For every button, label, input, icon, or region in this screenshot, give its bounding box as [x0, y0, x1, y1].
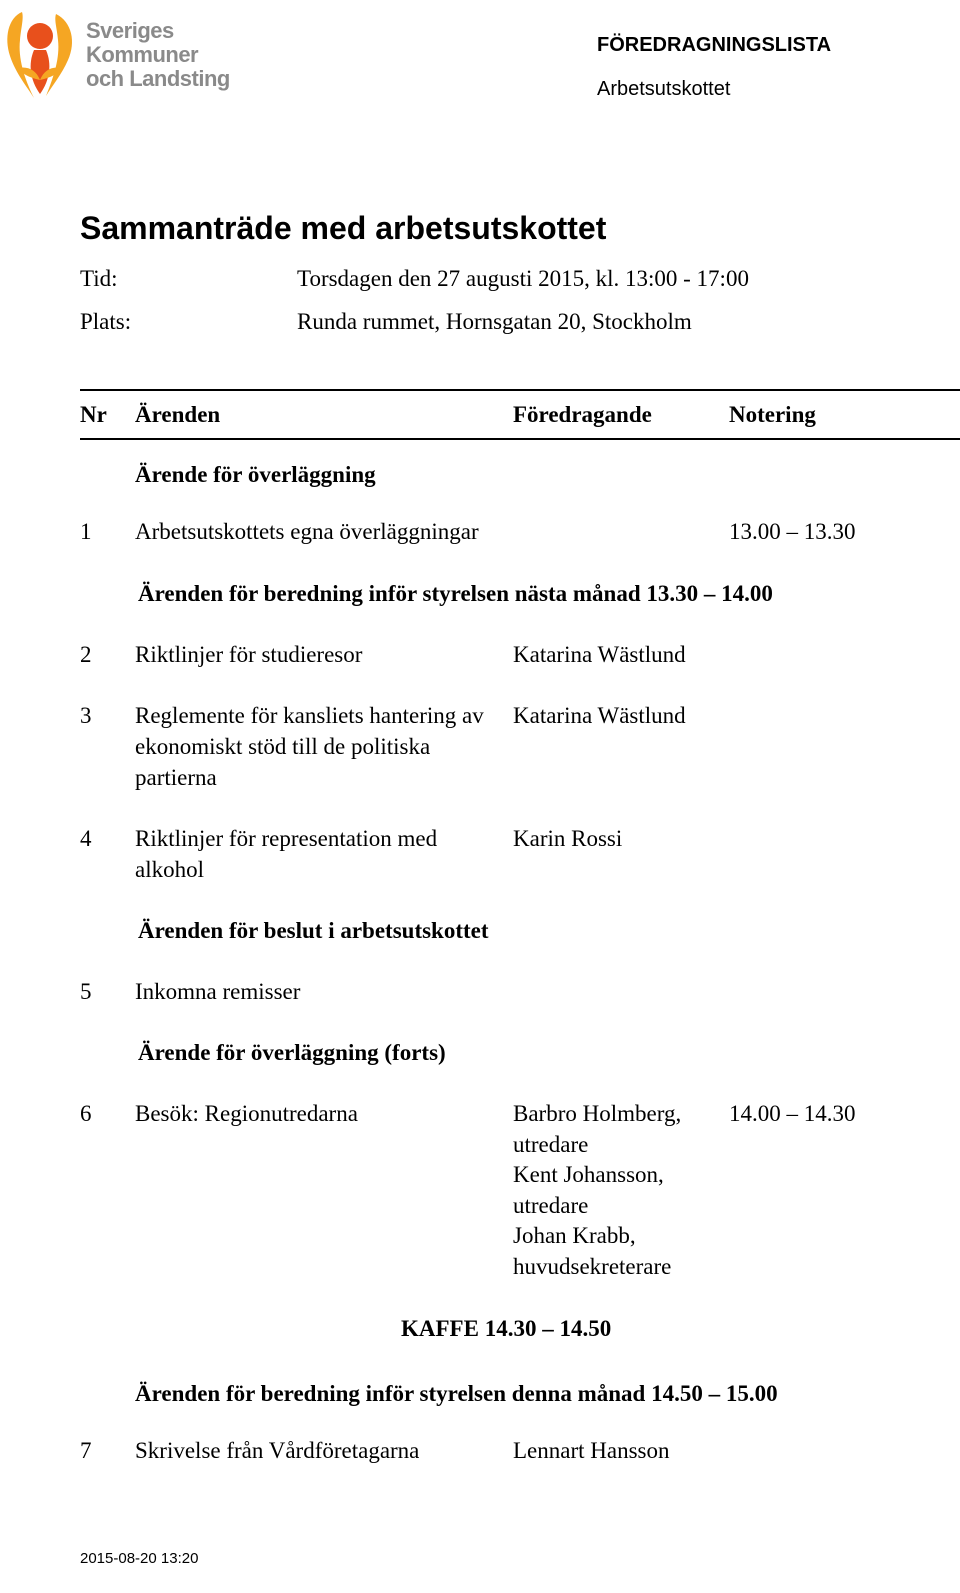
item-time: 14.00 – 14.30 [729, 1101, 856, 1126]
header-foredragande: Föredragande [513, 402, 652, 427]
presenter-line: Barbro Holmberg, [513, 1101, 682, 1126]
item-number: 2 [80, 642, 92, 667]
header-nr: Nr [80, 402, 107, 427]
presenter-line: huvudsekreterare [513, 1254, 672, 1279]
logo-text-line-3: och Landsting [86, 66, 230, 91]
section-heading: Ärende för överläggning (forts) [138, 1040, 446, 1065]
section-heading: Ärende för överläggning [135, 462, 376, 487]
header-arenden: Ärenden [135, 402, 221, 427]
presenter-line: utredare [513, 1193, 589, 1218]
logo-text-line-1: Sveriges [86, 18, 174, 43]
logo [4, 8, 234, 100]
document-type: FÖREDRAGNINGSLISTA [597, 34, 832, 56]
section-heading: Ärenden för beredning inför styrelsen denna månad 14.50 – 15.00 [135, 1381, 778, 1406]
item-title: Besök: Regionutredarna [135, 1101, 358, 1126]
presenter-line: utredare [513, 1132, 589, 1157]
committee-name: Arbetsutskottet [597, 78, 731, 100]
logo-text-line-2: Kommuner [86, 42, 199, 67]
item-title: Reglemente för kansliets hantering av ekonomiskt stöd till de politiska partierna [135, 703, 484, 790]
presenter-line: Kent Johansson, [513, 1162, 664, 1187]
place-label: Plats: [80, 309, 132, 334]
meeting-title: Sammanträde med arbetsutskottet [80, 210, 607, 246]
time-value: Torsdagen den 27 augusti 2015, kl. 13:00 - 17:00 [297, 266, 749, 291]
coffee-break: KAFFE 14.30 – 14.50 [401, 1316, 612, 1341]
table-header-rule [80, 438, 960, 440]
table-top-rule [80, 389, 960, 391]
item-title: Arbetsutskottets egna överläggningar [135, 519, 479, 544]
item-number: 4 [80, 826, 92, 851]
item-presenter: Katarina Wästlund [513, 703, 686, 728]
item-time: 13.00 – 13.30 [729, 519, 856, 544]
item-presenter: Karin Rossi [513, 826, 623, 851]
item-presenter: Lennart Hansson [513, 1438, 670, 1463]
item-title: Riktlinjer för studieresor [135, 642, 363, 667]
item-number: 6 [80, 1101, 92, 1126]
section-heading: Ärenden för beslut i arbetsutskottet [138, 918, 489, 943]
item-number: 5 [80, 979, 92, 1004]
skl-logo-icon [4, 8, 82, 100]
item-title: Skrivelse från Vårdföretagarna [135, 1438, 420, 1463]
presenter-line: Johan Krabb, [513, 1223, 636, 1248]
footer-date: 2015-08-20 13:20 [80, 1550, 199, 1567]
item-title: Riktlinjer för representation med alkohol [135, 826, 438, 882]
place-value: Runda rummet, Hornsgatan 20, Stockholm [297, 309, 692, 334]
section-heading: Ärenden för beredning inför styrelsen nästa månad 13.30 – 14.00 [138, 581, 773, 606]
item-title: Inkomna remisser [135, 979, 301, 1004]
item-number: 7 [80, 1438, 92, 1463]
time-label: Tid: [80, 266, 118, 291]
item-number: 1 [80, 519, 92, 544]
item-presenter: Katarina Wästlund [513, 642, 686, 667]
header-notering: Notering [729, 402, 816, 427]
item-number: 3 [80, 703, 92, 728]
